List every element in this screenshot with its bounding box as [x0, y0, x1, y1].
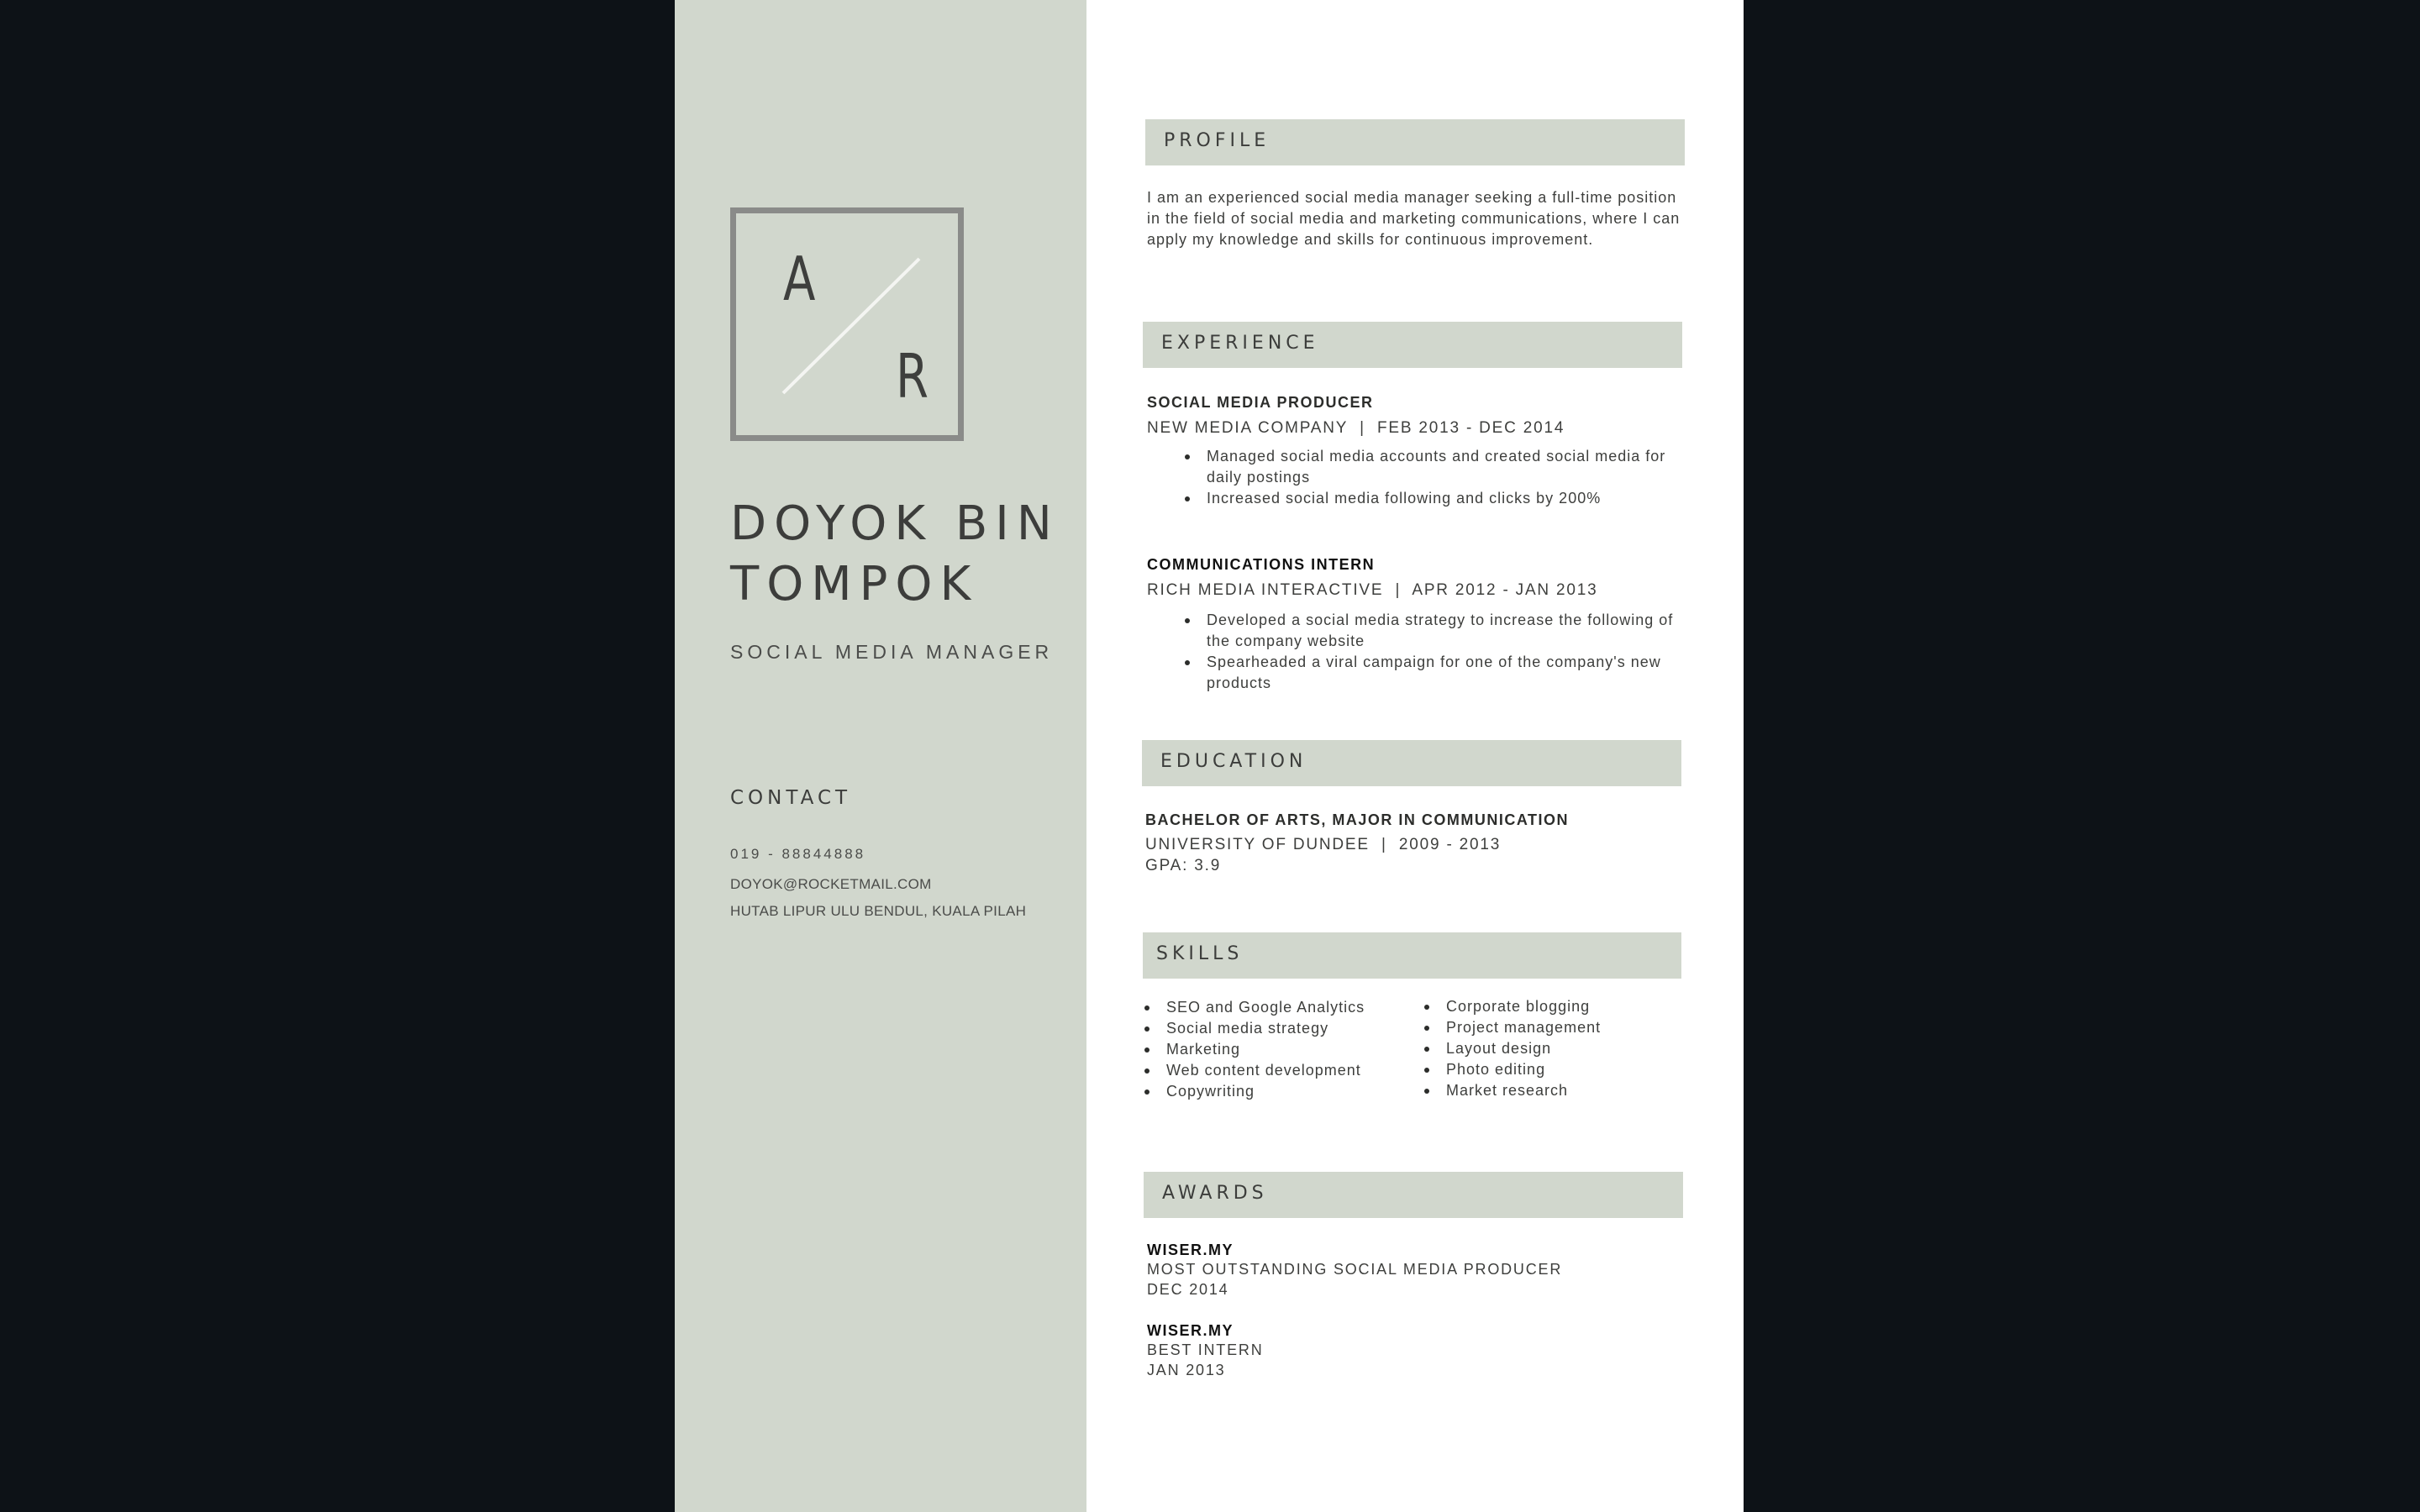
education-gpa: GPA: 3.9 [1145, 857, 1222, 874]
education-school-dates: UNIVERSITY OF DUNDEE | 2009 - 2013 [1145, 836, 1502, 853]
skills-list-right [1446, 996, 1681, 1101]
skill-item: Web content development [1166, 1060, 1418, 1081]
person-name-line1: DOYOK BIN [730, 496, 1060, 551]
skill-item: SEO and Google Analytics [1166, 997, 1418, 1018]
person-name [730, 494, 1066, 615]
skills-list-left [1166, 997, 1418, 1102]
skill-item: Project management [1446, 1017, 1681, 1038]
section-bar-experience [1143, 322, 1682, 368]
job-role: COMMUNICATIONS INTERN [1147, 556, 1376, 573]
section-heading-awards: AWARDS [1162, 1183, 1268, 1204]
monogram-logo [730, 207, 964, 441]
skill-item: Market research [1446, 1080, 1681, 1101]
section-bar-awards [1144, 1172, 1683, 1218]
section-bar-education [1142, 740, 1681, 786]
skill-item: Corporate blogging [1446, 996, 1681, 1017]
section-heading-skills: SKILLS [1156, 943, 1244, 964]
contact-phone: 019 - 88844888 [730, 846, 866, 862]
section-bar-profile [1145, 119, 1685, 165]
job-bullet: Developed a social media strategy to increase the following of the company website [1207, 610, 1690, 652]
resume-page [675, 0, 1744, 1512]
job-bullet: Increased social media following and clicks by 200% [1207, 488, 1686, 509]
job-role: SOCIAL MEDIA PRODUCER [1147, 394, 1374, 411]
section-heading-profile: PROFILE [1164, 130, 1270, 151]
award-org: WISER.MY [1147, 1242, 1234, 1258]
skill-item: Social media strategy [1166, 1018, 1418, 1039]
section-bar-skills [1143, 932, 1681, 979]
section-heading-experience: EXPERIENCE [1161, 333, 1319, 354]
award-date: JAN 2013 [1147, 1362, 1226, 1378]
person-title: SOCIAL MEDIA MANAGER [730, 641, 1054, 663]
award-title: MOST OUTSTANDING SOCIAL MEDIA PRODUCER [1147, 1261, 1563, 1278]
education-degree: BACHELOR OF ARTS, MAJOR IN COMMUNICATION [1145, 811, 1569, 828]
job-bullet: Spearheaded a viral campaign for one of the company's new products [1207, 652, 1690, 694]
contact-heading: CONTACT [730, 787, 852, 809]
contact-email: DOYOK@ROCKETMAIL.COM [730, 876, 932, 892]
job-bullets [1207, 446, 1686, 509]
section-heading-education: EDUCATION [1160, 751, 1307, 772]
skill-item: Photo editing [1446, 1059, 1681, 1080]
resume-sidebar [675, 0, 1086, 1512]
award-title: BEST INTERN [1147, 1341, 1264, 1358]
person-name-line2: TOMPOK [730, 557, 979, 612]
monogram-letter-second: R [896, 341, 929, 412]
profile-text: I am an experienced social media manager seeking a full-time position in the field of social media and marketing communications, where I can apply my knowledge and skills for continuous improvement. [1147, 189, 1681, 248]
skill-item: Copywriting [1166, 1081, 1418, 1102]
monogram-letter-first: A [783, 244, 816, 314]
skill-item: Layout design [1446, 1038, 1681, 1059]
skill-item: Marketing [1166, 1039, 1418, 1060]
contact-address: HUTAB LIPUR ULU BENDUL, KUALA PILAH [730, 903, 1027, 919]
award-date: DEC 2014 [1147, 1281, 1229, 1298]
job-bullet: Managed social media accounts and created social media for daily postings [1207, 446, 1686, 488]
award-org: WISER.MY [1147, 1322, 1234, 1339]
job-company-dates: NEW MEDIA COMPANY | FEB 2013 - DEC 2014 [1147, 419, 1565, 437]
job-bullets [1207, 610, 1690, 694]
job-company-dates: RICH MEDIA INTERACTIVE | APR 2012 - JAN 2013 [1147, 581, 1598, 599]
